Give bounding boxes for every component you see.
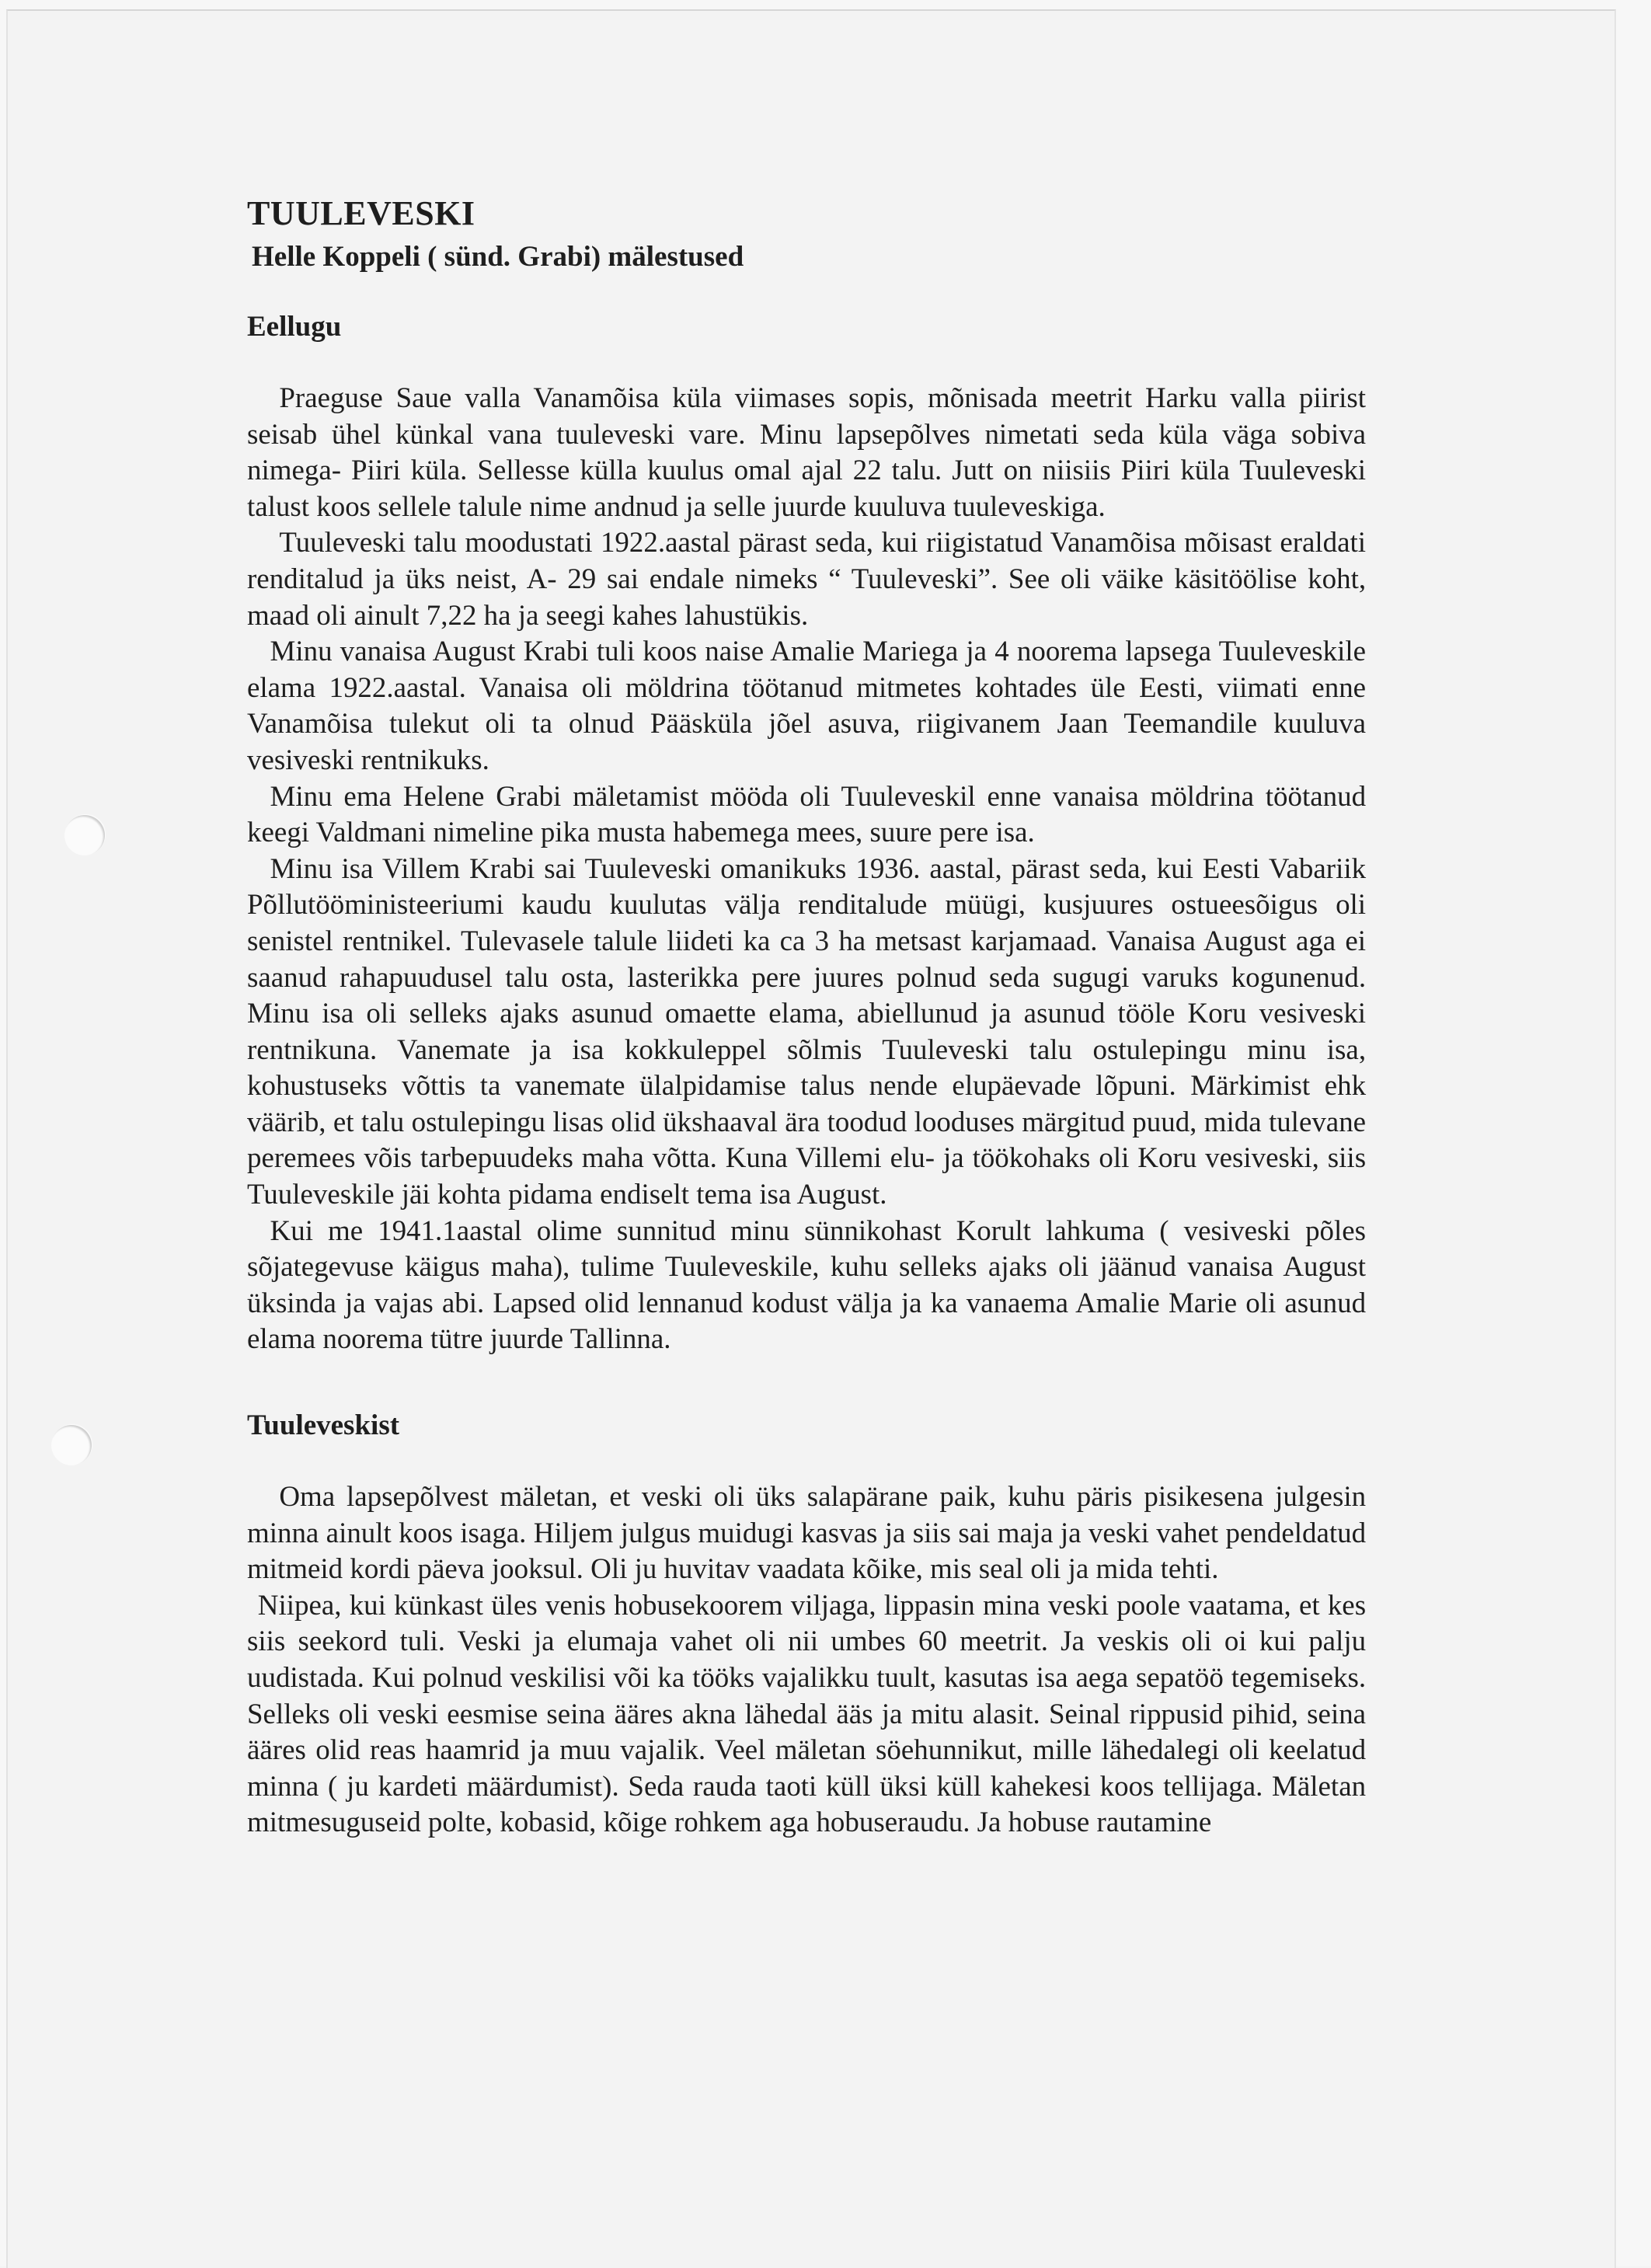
paragraph: Minu ema Helene Grabi mäletamist mööda oli Tuuleveskil enne vanaisa möldrina töötanud keegi Valdmani nimeline pika musta habemega mees, suure pere isa.: [247, 780, 1367, 849]
section-heading: Tuuleveskist: [247, 1409, 400, 1442]
paragraph: Praeguse Saue valla Vanamõisa küla viimases sopis, mõnisada meetrit Harku valla piirist seisab ühel künkal vana tuuleveski vare. Minu lapsepõlves nimetati seda küla väga sobiva nimega- Piiri küla. Sellesse külla kuulus omal ajal 22 talu. Jutt on niisiis Piiri küla Tuuleveski talust koos sellele talule nime andnud ja selle juurde kuuluva tuuleveskiga.: [247, 382, 1367, 523]
section-eellugu: [247, 309, 1369, 1358]
paragraph: Tuuleveski talu moodustati 1922.aastal pärast seda, kui riigistatud Vanamõisa mõisast eraldati renditalud ja üks neist, A- 29 sai endale nimeks “ Tuuleveski”. See oli väike käsitöölise koht, maad oli ainult 7,22 ha ja seegi kahes lahustükis.: [247, 527, 1367, 632]
paragraph: Kui me 1941.1aastal olime sunnitud minu sünnikohast Korult lahkuma ( vesiveski põles sõjategevuse käigus maha), tulime Tuuleveskile, kuhu selleks ajaks oli jäänud vanaisa August üksinda ja vajas abi. Lapsed olid lennanud kodust välja ja ka vanaema Amalie Marie oli asunud elama noorema tütre juurde Tallinna.: [247, 1214, 1367, 1356]
document-subtitle: Helle Koppeli ( sünd. Grabi) mälestused: [252, 241, 744, 273]
section-body: [247, 381, 1369, 1358]
section-heading: Eellugu: [247, 311, 342, 343]
paragraph: Oma lapsepõlvest mäletan, et veski oli üks salapärane paik, kuhu päris pisikesena julgesin minna ainult koos isaga. Hiljem julgus muidugi kasvas ja siis sai maja ja veski vahet pendeldatud mitmeid kordi päeva jooksul. Oli ju huvitav vaadata kõike, mis seal oli ja mida tehti.: [247, 1481, 1367, 1586]
section-tuuleveskist: [247, 1408, 1369, 1841]
paragraph: Minu isa Villem Krabi sai Tuuleveski omanikuks 1936. aastal, pärast seda, kui Eesti Vabariik Põllutööministeeriumi kaudu kuulutas välja renditalude müügi, kusjuures ostueesõigus oli senistel rentnikel. Tulevasele talule liideti ka ca 3 ha metsast karjamaad. Vanaisa August aga ei saanud rahapuudusel talu osta, lasterikka pere juures polnud seda sugugi varuks kogunenud. Minu isa oli selleks ajaks asunud omaette elama, abiellunud ja asunud tööle Koru vesiveski rentnikuna. Vanemate ja isa kokkuleppel sõlmis Tuuleveski talu ostulepingu minu isa, kohustuseks võttis ta vanemate ülalpidamise talus nende elupäevade lõpuni. Märkimist ehk väärib, et talu ostulepingu lisas olid ükshaaval ära toodud looduses märgitud puud, mida tulevane peremees võis tarbepuudeks maha võtta. Kuna Villemi elu- ja töökohaks oli Koru vesiveski, siis Tuuleveskile jäi kohta pidama endiselt tema isa August.: [247, 852, 1367, 1211]
document-body: [247, 194, 1369, 1841]
punch-hole: [51, 1425, 92, 1465]
punch-hole: [64, 815, 105, 855]
paragraph: Minu vanaisa August Krabi tuli koos naise Amalie Mariega ja 4 noorema lapsega Tuuleveskile elama 1922.aastal. Vanaisa oli möldrina töötanud mitmetes kohtades üle Eesti, viimati enne Vanamõisa tulekut oli ta olnud Pääsküla jõel asuva, riigivanem Jaan Teemandile kuuluva vesiveski rentnikuks.: [247, 636, 1367, 776]
paragraph: Niipea, kui künkast üles venis hobusekoorem viljaga, lippasin mina veski poole vaatama, et kes siis seekord tuli. Veski ja elumaja vahet oli nii umbes 60 meetrit. Ja veskis oli oi kui palju uudistada. Kui polnud veskilisi või ka tööks vajalikku tuult, kasutas isa aega sepatöö tegemiseks. Selleks oli veski eesmise seina ääres akna lähedal ääs ja mitu alasit. Seinal rippusid pihid, seina ääres olid reas haamrid ja muu vajalik. Veel mäletan söehunnikut, mille lähedalegi oli keelatud minna ( ju kardeti määrdumist). Seda rauda taoti küll üksi küll kahekesi koos tellijaga. Mäletan mitmesuguseid polte, kobasid, kõige rohkem aga hobuseraudu. Ja hobuse rautamine: [247, 1589, 1367, 1839]
document-title: TUULEVESKI: [247, 194, 475, 232]
section-body: [247, 1479, 1369, 1841]
